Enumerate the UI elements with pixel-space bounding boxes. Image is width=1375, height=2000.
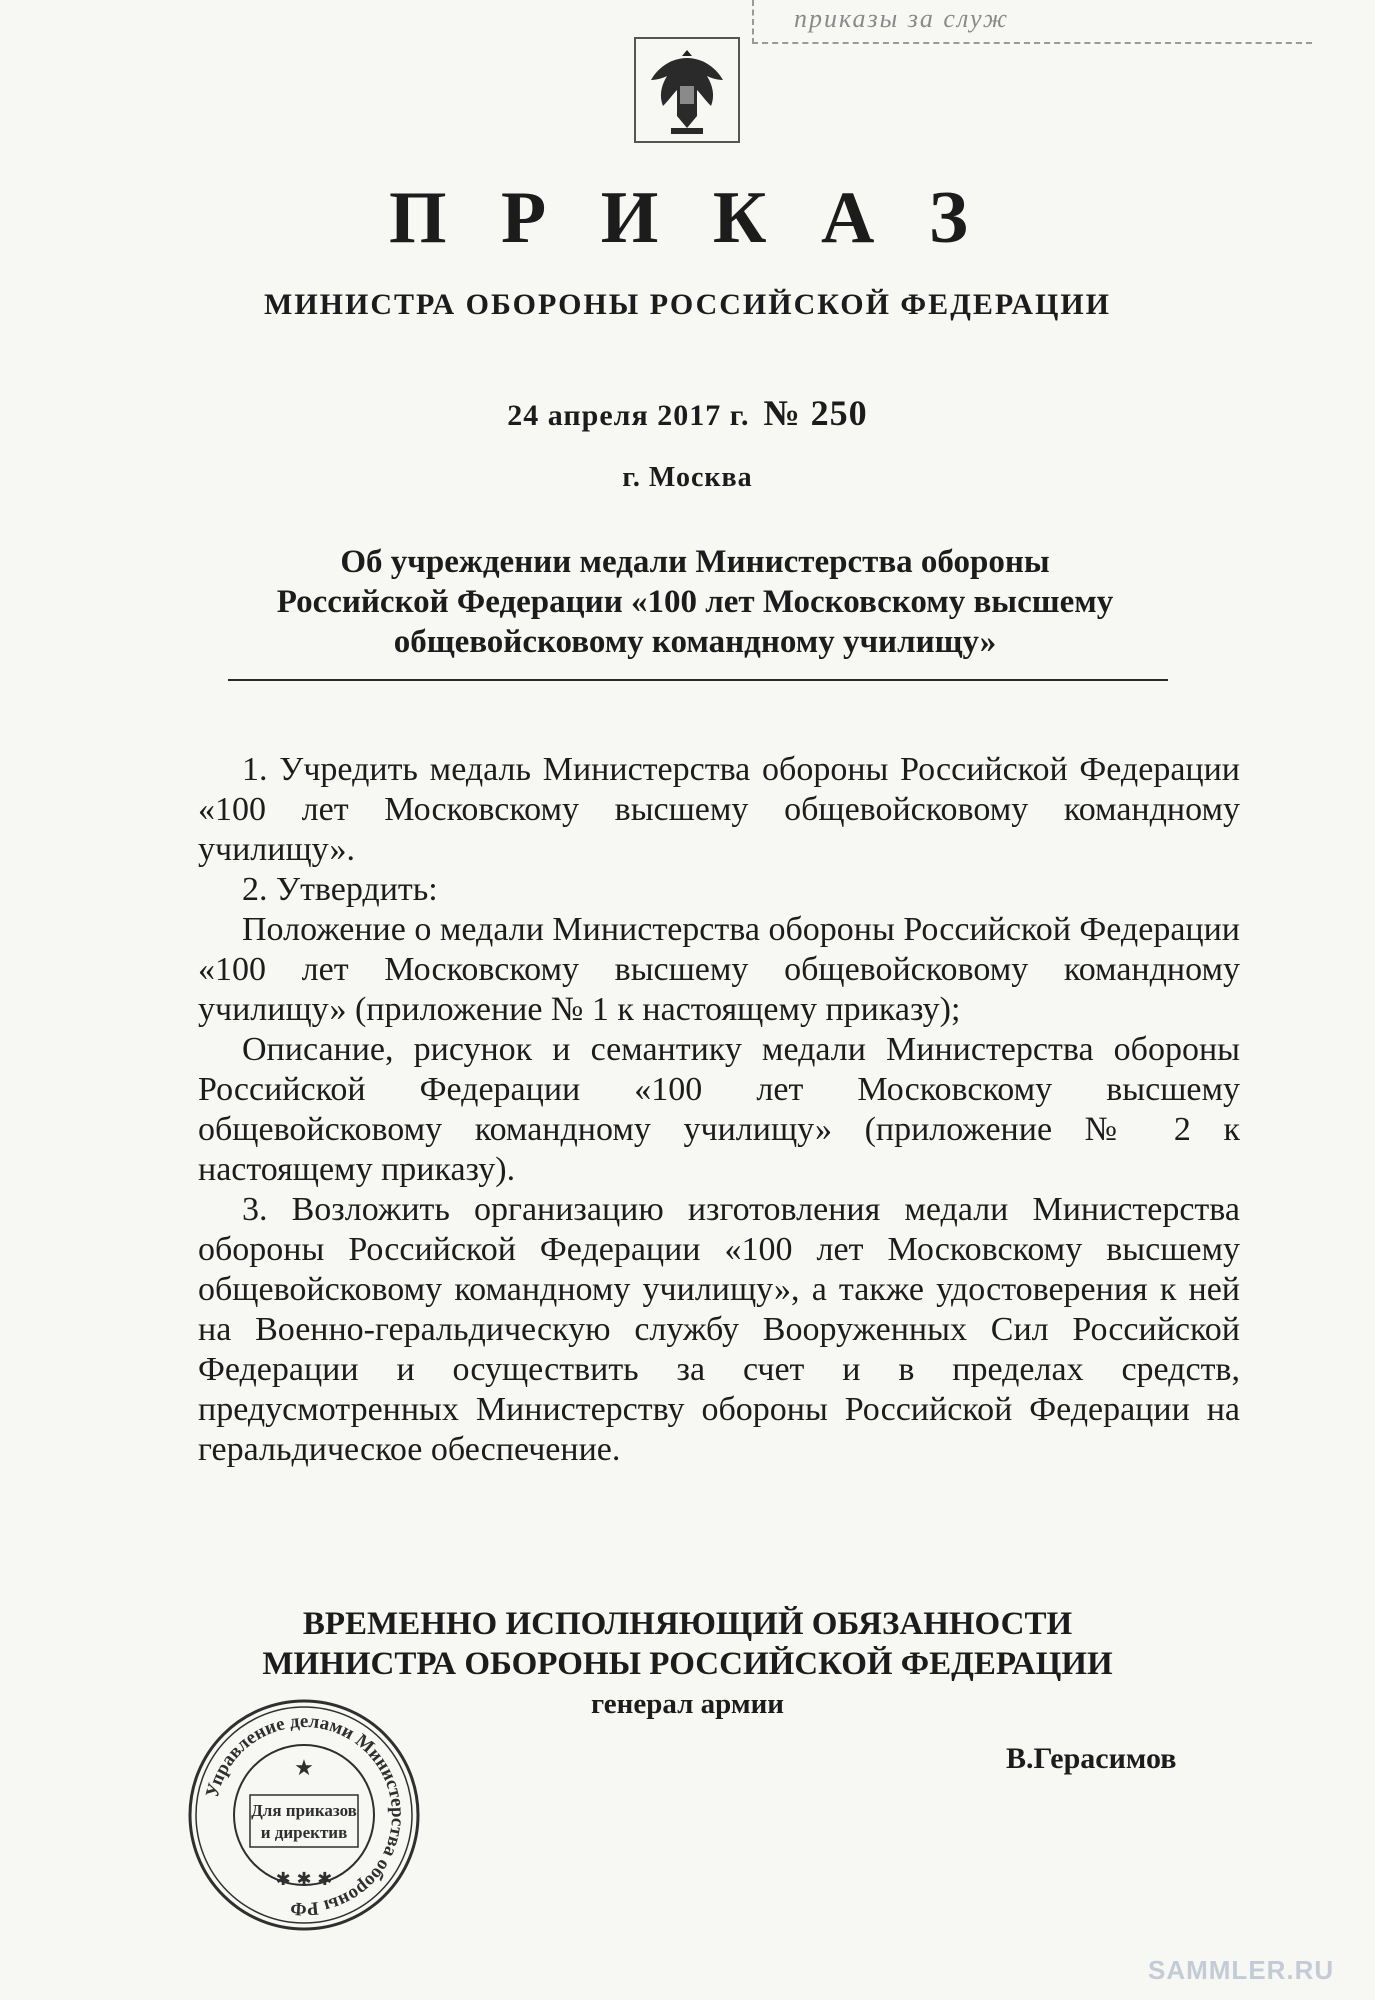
top-stamp: приказы за служ bbox=[752, 0, 1312, 44]
document-city: г. Москва bbox=[622, 462, 753, 493]
signer-name: В.Герасимов bbox=[1006, 1742, 1177, 1775]
document-subtitle: МИНИСТРА ОБОРОНЫ РОССИЙСКОЙ ФЕДЕРАЦИИ bbox=[264, 288, 1111, 321]
body-paragraph: 1. Учредить медаль Министерства обороны Российской Федерации «100 лет Московскому высшему общевойсковому командному училищу». bbox=[198, 751, 1240, 868]
seal-center-line: и директив bbox=[260, 1823, 348, 1842]
signature-title-line: ВРЕМЕННО ИСПОЛНЯЮЩИЙ ОБЯЗАННОСТИ bbox=[302, 1606, 1073, 1642]
heading-underline bbox=[228, 679, 1168, 681]
coat-of-arms-icon bbox=[633, 36, 741, 144]
body-paragraph: Описание, рисунок и семантику медали Министерства обороны Российской Федерации «100 лет Московскому высшему общевойсковому командному училищу» (приложение № 2 к настоящему приказу). bbox=[198, 1031, 1240, 1188]
signature-rank: генерал армии bbox=[590, 1688, 784, 1720]
heading-line: Об учреждении медали Министерства обороны bbox=[340, 544, 1050, 580]
heading-line: общевойсковому командному училищу» bbox=[393, 624, 997, 660]
document-heading bbox=[215, 542, 1175, 662]
body-paragraph: 3. Возложить организацию изготовления медали Министерства обороны Российской Федерации «100 лет Московскому высшему общевойсковому командному училищу», а также удостоверения к ней на Военно-геральдическую службу Вооруженных Сил Российской Федерации и осуществить за счет и в пределах средств, предусмотренных Министерству обороны Российской Федерации на геральдическое обеспечение. bbox=[198, 1191, 1240, 1468]
body-paragraph: 2. Утвердить: bbox=[242, 871, 438, 908]
seal-center-line: Для приказов bbox=[251, 1801, 357, 1820]
document-date: 24 апреля 2017 г. bbox=[507, 399, 750, 432]
signature-title-line: МИНИСТРА ОБОРОНЫ РОССИЙСКОЙ ФЕДЕРАЦИИ bbox=[262, 1646, 1113, 1682]
body-paragraph: Положение о медали Министерства обороны Российской Федерации «100 лет Московскому высшему общевойсковому командному училищу» (приложение № 1 к настоящему приказу); bbox=[198, 911, 1240, 1028]
seal-ring-text: Управление делами Министерства обороны РФ bbox=[201, 1710, 409, 1920]
seal-stars-icon: ✱ ✱ ✱ bbox=[275, 1869, 333, 1890]
document-number: № 250 bbox=[763, 393, 868, 433]
heading-line: Российской Федерации «100 лет Московскому высшему bbox=[276, 584, 1114, 620]
date-line bbox=[0, 392, 1375, 434]
seal-stamp bbox=[186, 1697, 422, 1933]
watermark: SAMMLER.RU bbox=[1148, 1955, 1335, 1985]
document-title: П Р И К А З bbox=[389, 177, 986, 259]
document-body bbox=[198, 750, 1240, 1470]
seal-star-icon: ★ bbox=[294, 1756, 314, 1781]
